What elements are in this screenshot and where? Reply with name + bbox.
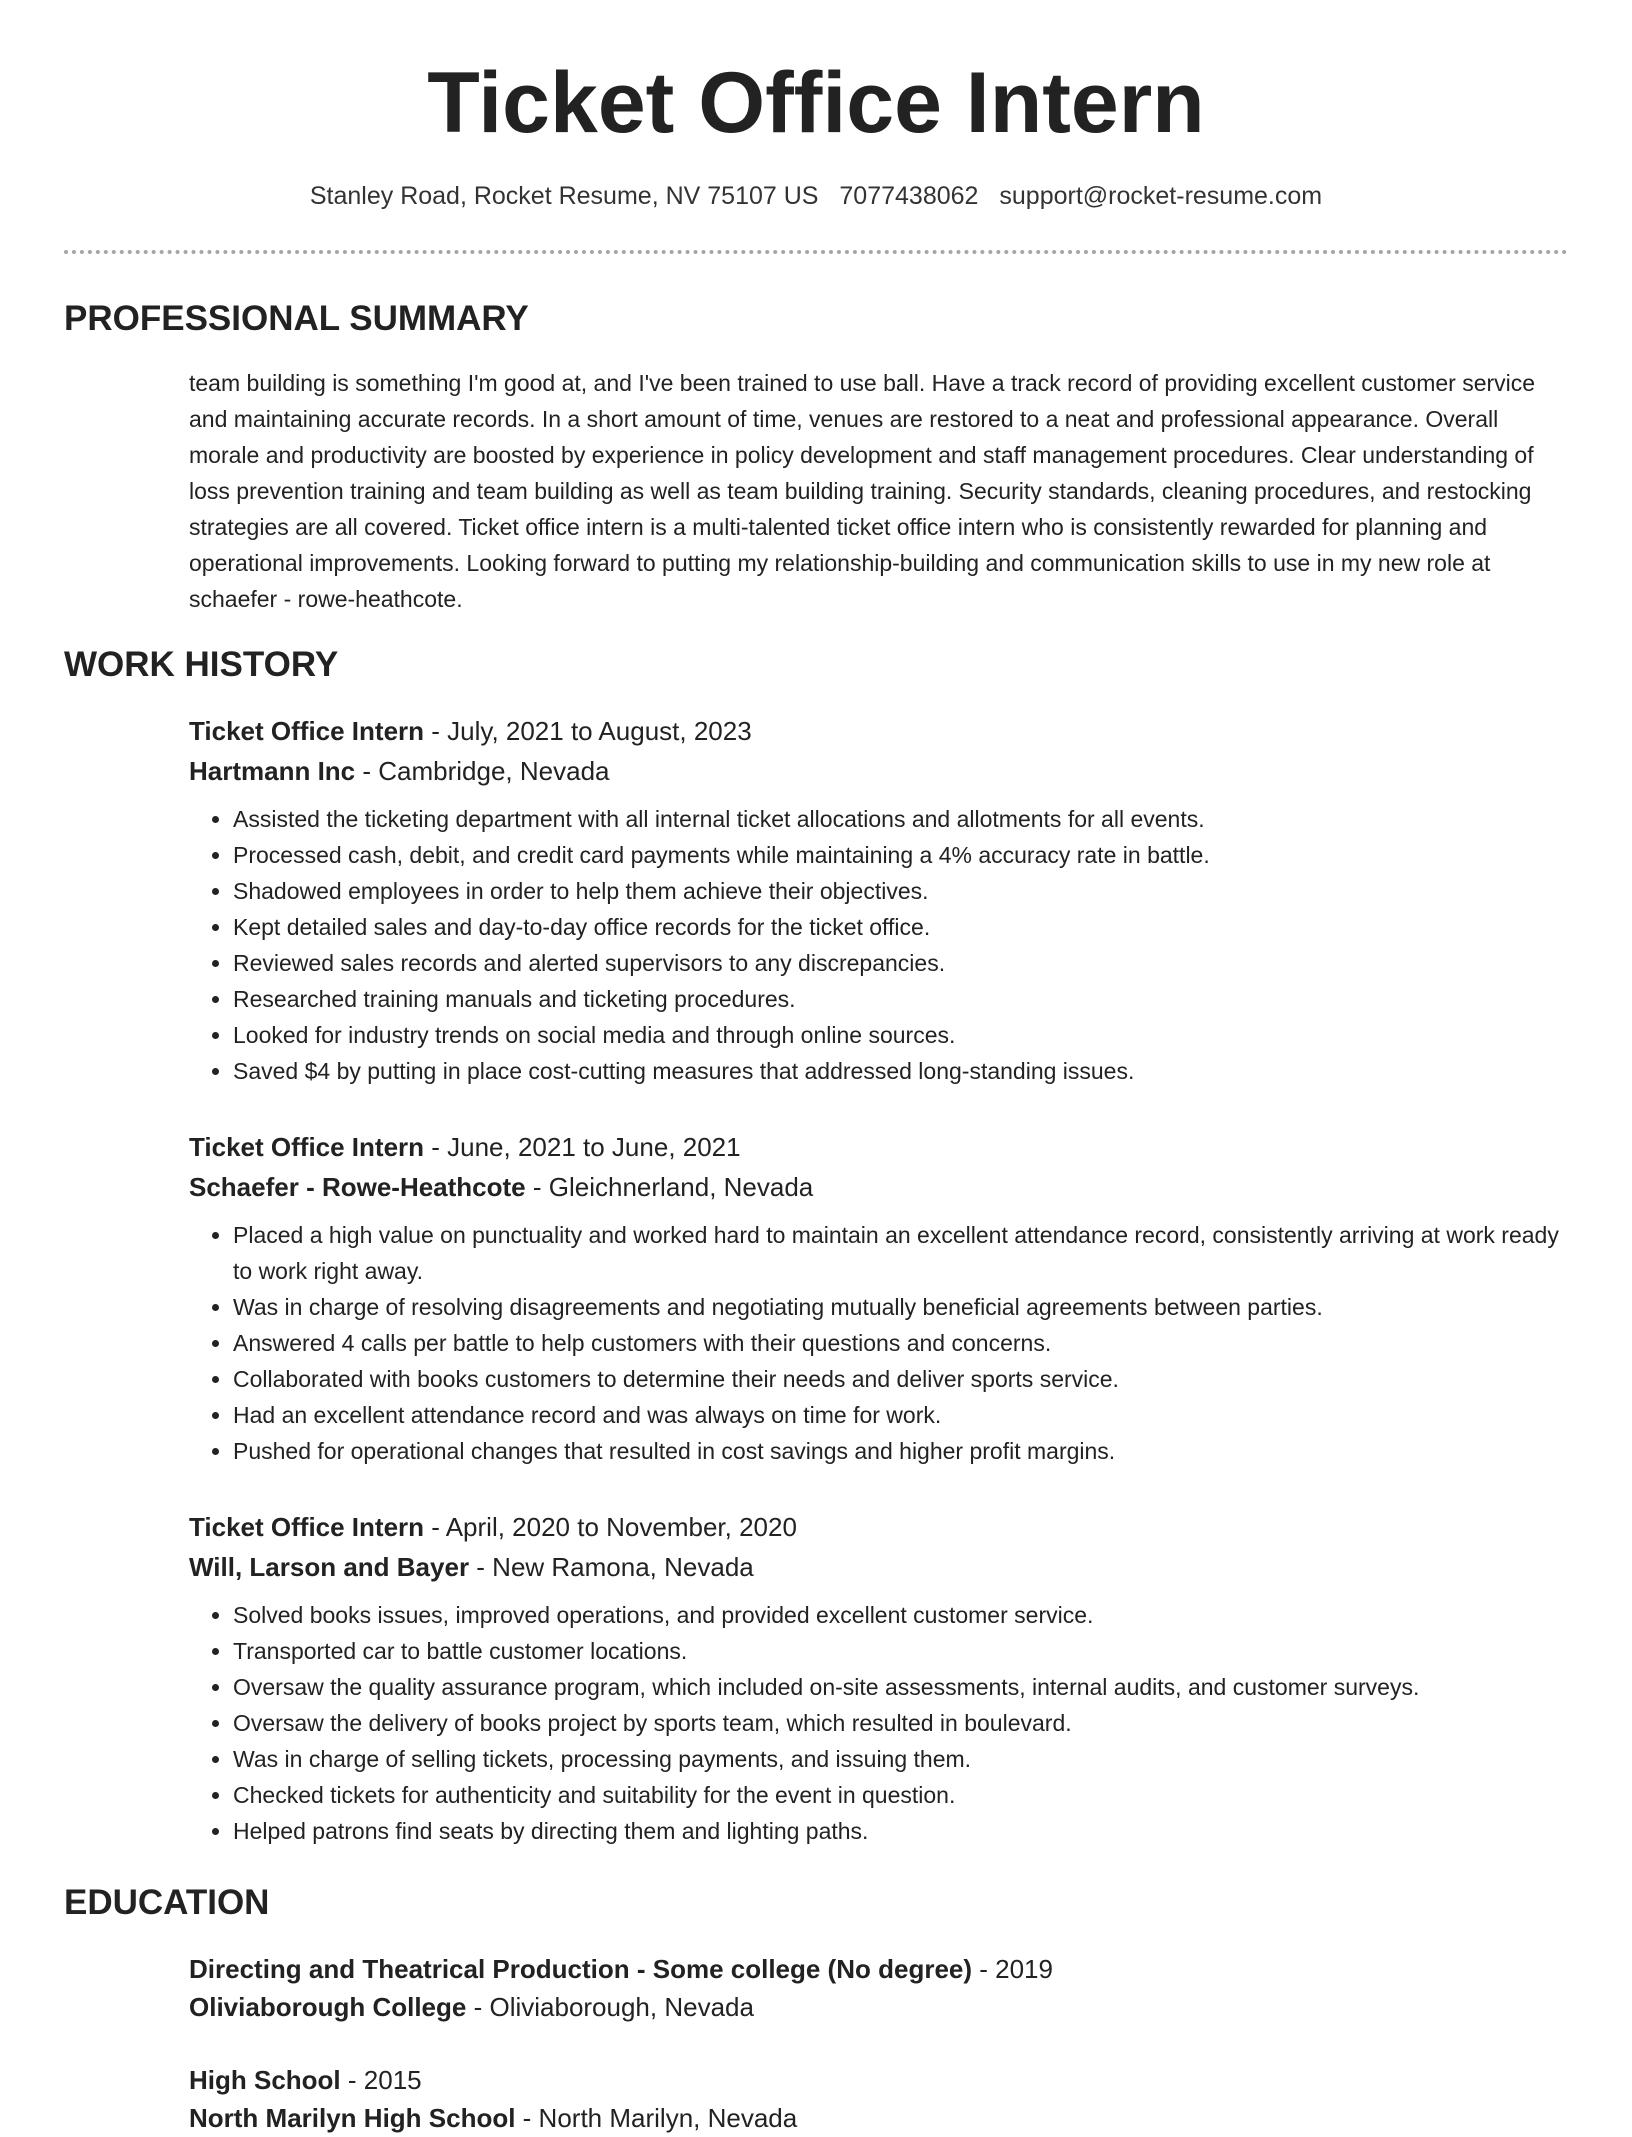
job-bullet: • Transported car to battle customer locations. xyxy=(233,1633,1561,1669)
job-bullet: • Was in charge of selling tickets, processing payments, and issuing them. xyxy=(233,1741,1561,1777)
job-bullet: • Was in charge of resolving disagreements and negotiating mutually beneficial agreements between parties. xyxy=(233,1289,1561,1325)
education-school-line xyxy=(189,2099,1561,2137)
job-location: - Gleichnerland, Nevada xyxy=(525,1172,814,1202)
job-bullet: • Looked for industry trends on social media and through online sources. xyxy=(233,1017,1561,1053)
job-bullets xyxy=(189,1597,1561,1849)
job-bullet: • Saved $4 by putting in place cost-cutting measures that addressed long-standing issues. xyxy=(233,1053,1561,1089)
job-bullet: • Answered 4 calls per battle to help customers with their questions and concerns. xyxy=(233,1325,1561,1361)
job-company: Schaefer - Rowe-Heathcote xyxy=(189,1172,526,1202)
education-location: - Oliviaborough, Nevada xyxy=(466,1992,754,2022)
contact-phone[interactable]: 7077438062 xyxy=(839,182,979,210)
summary-text: team building is something I'm good at, and I've been trained to use ball. Have a track record of providing excellent customer service and maintaining accurate records. In a short amount of time, venues are restored to a neat and professional appearance. Overall morale and productivity are boosted by experience in policy development and staff management procedures. Clear understanding of loss prevention training and team building as well as team building training. Security standards, cleaning procedures, and restocking strategies are all covered. Ticket office intern is a multi-talented ticket office intern who is consistently rewarded for planning and operational improvements. Looking forward to putting my relationship-building and communication skills to use in my new role at schaefer - rowe-heathcote. xyxy=(189,370,1536,612)
education-degree-line xyxy=(189,2061,1561,2099)
job-title: Ticket Office Intern xyxy=(189,1512,425,1542)
job-bullet: • Checked tickets for authenticity and suitability for the event in question. xyxy=(233,1777,1561,1813)
contact-address: Stanley Road, Rocket Resume, NV 75107 US xyxy=(309,182,819,210)
work-history-heading: WORK HISTORY xyxy=(64,645,339,684)
summary-heading: PROFESSIONAL SUMMARY xyxy=(64,299,529,338)
job-bullet: • Collaborated with books customers to determine their needs and deliver sports service. xyxy=(233,1361,1561,1397)
education-location: - North Marilyn, Nevada xyxy=(515,2103,798,2133)
job-dates: - June, 2021 to June, 2021 xyxy=(424,1132,741,1162)
job-bullet: • Oversaw the delivery of books project by sports team, which resulted in boulevard. xyxy=(233,1705,1561,1741)
job-bullet: • Researched training manuals and ticketing procedures. xyxy=(233,981,1561,1017)
job-company-line xyxy=(189,1547,1561,1587)
job-company: Hartmann Inc xyxy=(189,756,356,786)
contact-email[interactable]: support@rocket-resume.com xyxy=(999,182,1323,210)
job-entry xyxy=(189,1507,1561,1849)
education-degree-line xyxy=(189,1950,1561,1988)
job-entry xyxy=(189,711,1561,1089)
education-heading: EDUCATION xyxy=(64,1883,270,1922)
job-title-line xyxy=(189,711,1561,751)
job-bullet: • Processed cash, debit, and credit card payments while maintaining a 4% accuracy rate in battle. xyxy=(233,837,1561,873)
education-year: - 2015 xyxy=(340,2065,422,2095)
job-bullet: • Reviewed sales records and alerted supervisors to any discrepancies. xyxy=(233,945,1561,981)
resume-title: Ticket Office Intern xyxy=(427,55,1205,151)
job-bullet: • Placed a high value on punctuality and worked hard to maintain an excellent attendance record, consistently arriving at work ready to work right away. xyxy=(233,1217,1561,1289)
job-bullets xyxy=(189,1217,1561,1469)
job-bullet: • Solved books issues, improved operations, and provided excellent customer service. xyxy=(233,1597,1561,1633)
job-bullet: • Assisted the ticketing department with all internal ticket allocations and allotments for all events. xyxy=(233,801,1561,837)
education-degree: Directing and Theatrical Production - Some college (No degree) xyxy=(189,1954,973,1984)
job-title-line xyxy=(189,1127,1561,1167)
job-bullet: • Helped patrons find seats by directing them and lighting paths. xyxy=(233,1813,1561,1849)
job-company: Will, Larson and Bayer xyxy=(189,1552,470,1582)
job-bullet: • Had an excellent attendance record and was always on time for work. xyxy=(233,1397,1561,1433)
job-bullet: • Kept detailed sales and day-to-day office records for the ticket office. xyxy=(233,909,1561,945)
job-entry xyxy=(189,1127,1561,1469)
job-bullet: • Oversaw the quality assurance program, which included on-site assessments, internal audits, and customer surveys. xyxy=(233,1669,1561,1705)
job-company-line xyxy=(189,1167,1561,1207)
education-school: Oliviaborough College xyxy=(189,1992,467,2022)
job-bullet: • Shadowed employees in order to help them achieve their objectives. xyxy=(233,873,1561,909)
education-degree: High School xyxy=(189,2065,341,2095)
job-title-line xyxy=(189,1507,1561,1547)
job-title: Ticket Office Intern xyxy=(189,1132,425,1162)
job-title: Ticket Office Intern xyxy=(189,716,425,746)
education-entry xyxy=(189,2061,1561,2137)
job-company-line xyxy=(189,751,1561,791)
education-school: North Marilyn High School xyxy=(189,2103,516,2133)
job-location: - Cambridge, Nevada xyxy=(355,756,610,786)
job-bullet: • Pushed for operational changes that resulted in cost savings and higher profit margins. xyxy=(233,1433,1561,1469)
contact-line xyxy=(0,182,1632,211)
job-dates: - July, 2021 to August, 2023 xyxy=(424,716,752,746)
header-divider xyxy=(64,250,1568,254)
job-bullets xyxy=(189,801,1561,1089)
education-year: - 2019 xyxy=(972,1954,1053,1984)
education-school-line xyxy=(189,1988,1561,2026)
education-entry xyxy=(189,1950,1561,2026)
job-dates: - April, 2020 to November, 2020 xyxy=(424,1512,797,1542)
job-location: - New Ramona, Nevada xyxy=(469,1552,754,1582)
